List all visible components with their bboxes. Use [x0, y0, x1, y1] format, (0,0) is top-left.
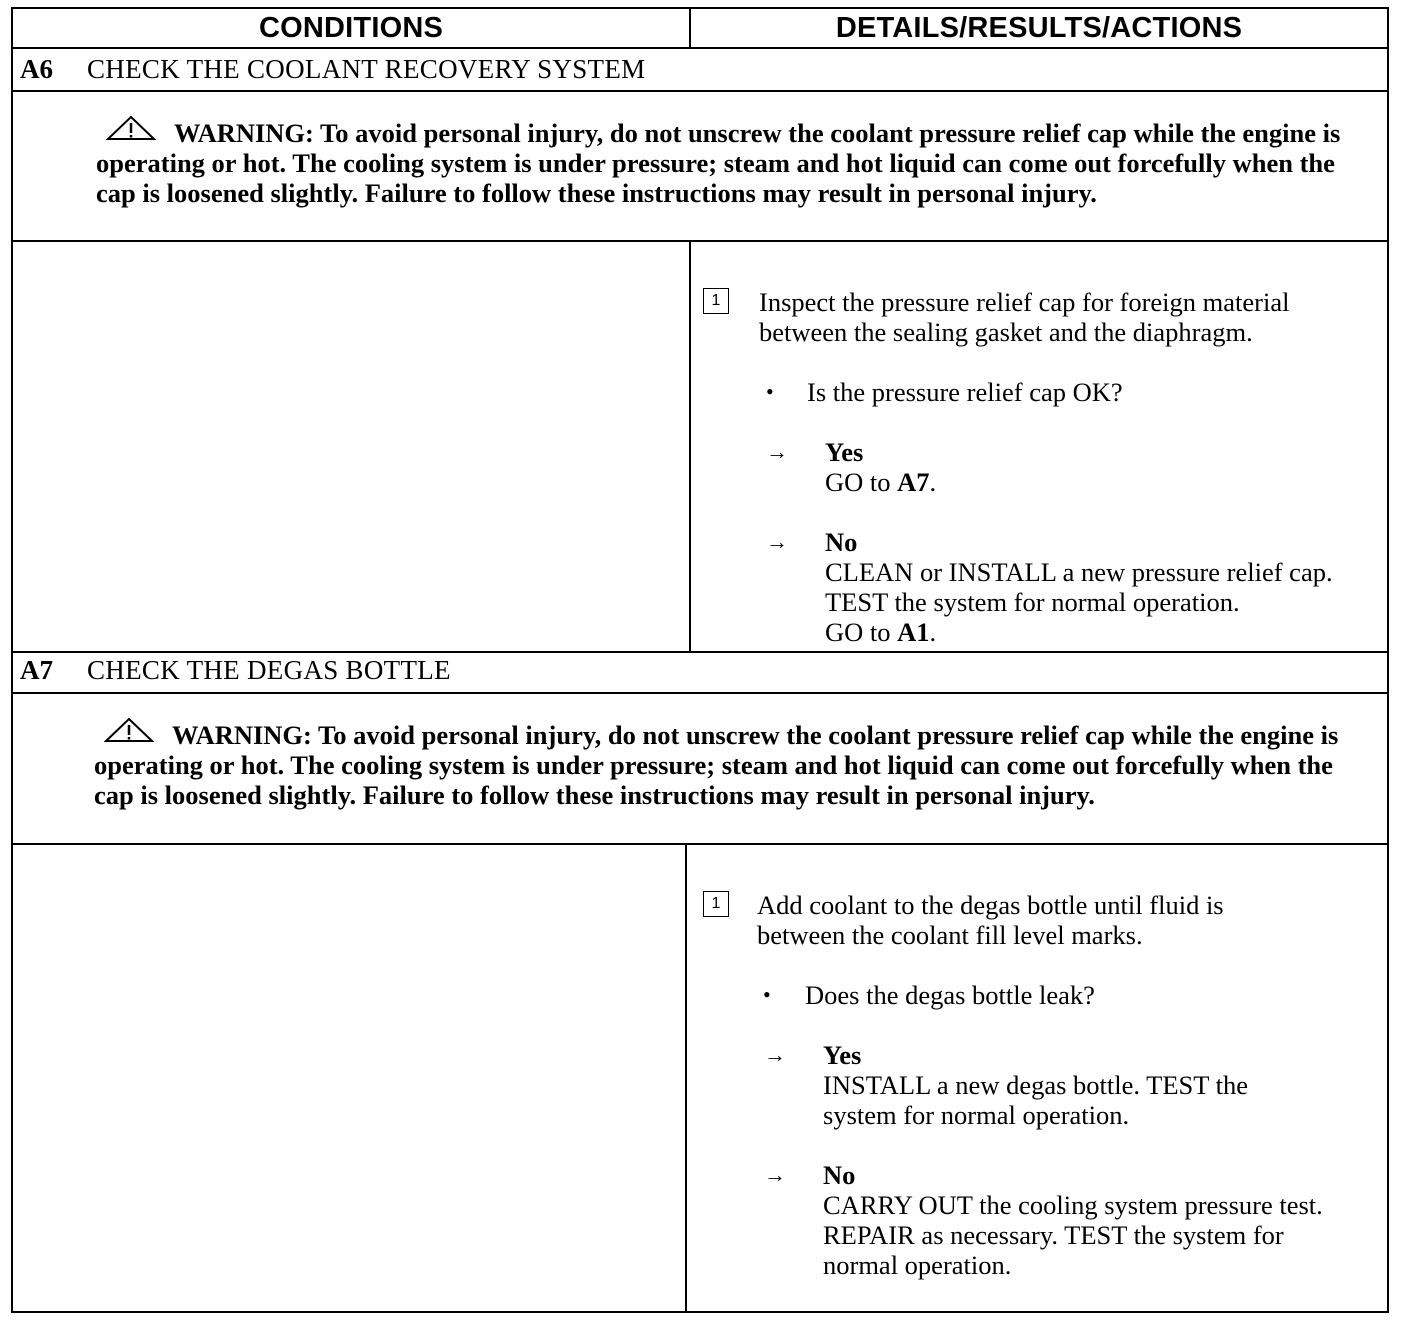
a6-title-rule — [11, 90, 1389, 92]
arrow-right-icon: → — [764, 1042, 786, 1067]
step-number-box: 1 — [703, 288, 729, 314]
yes-ref-link[interactable]: A7 — [897, 467, 930, 497]
warning-block — [96, 116, 1356, 208]
yes-label: Yes — [825, 437, 864, 467]
section-title: CHECK THE COOLANT RECOVERY SYSTEM — [87, 54, 646, 84]
section-id: A6 — [20, 54, 53, 84]
a6-column-divider — [689, 240, 691, 652]
bullet-icon: • — [766, 379, 774, 404]
step-instruction: Inspect the pressure relief cap for foreign material between the sealing gasket and the diaphragm. — [759, 287, 1290, 347]
bullet-icon: • — [763, 982, 771, 1007]
question-text: Is the pressure relief cap OK? — [807, 377, 1123, 407]
details-header: DETAILS/RESULTS/ACTIONS — [835, 12, 1243, 44]
no-action: CLEAN or INSTALL a new pressure relief cap. TEST the system for normal operation. — [825, 557, 1333, 617]
step-number-box: 1 — [703, 891, 729, 917]
yes-label: Yes — [823, 1040, 862, 1070]
warning-label: WARNING: — [174, 118, 314, 148]
a7-warning-rule — [11, 843, 1389, 845]
step-instruction: Add coolant to the degas bottle until fluid is between the coolant fill level marks. — [757, 890, 1224, 950]
arrow-right-icon: → — [766, 529, 788, 554]
section-title: CHECK THE DEGAS BOTTLE — [87, 655, 451, 685]
conditions-header: CONDITIONS — [258, 12, 444, 44]
warning-triangle-icon — [106, 116, 156, 140]
warning-text: To avoid personal injury, do not unscrew the coolant pressure relief cap while the engine is operating or hot. The cooling system is under pressure; steam and hot liquid can come out forcefully when the cap is loosened slightly. Failure to follow these instructions may result in personal injury. — [94, 720, 1339, 810]
arrow-right-icon: → — [764, 1162, 786, 1187]
section-id: A7 — [20, 655, 53, 685]
yes-action: INSTALL a new degas bottle. TEST the system for normal operation. — [823, 1070, 1248, 1130]
a7-column-divider — [685, 843, 687, 1313]
no-label: No — [823, 1160, 856, 1190]
no-action: CARRY OUT the cooling system pressure test. REPAIR as necessary. TEST the system for normal operation. — [823, 1190, 1323, 1280]
no-goto: GO to A1. — [825, 617, 937, 647]
warning-block — [94, 718, 1354, 810]
no-label: No — [825, 527, 858, 557]
warning-triangle-icon — [104, 718, 154, 742]
yes-action: GO to A7. — [825, 467, 937, 497]
a7-title-rule — [11, 692, 1389, 694]
a6-warning-rule — [11, 240, 1389, 242]
no-ref-link[interactable]: A1 — [897, 617, 930, 647]
header-rule — [11, 47, 1389, 49]
warning-text: To avoid personal injury, do not unscrew the coolant pressure relief cap while the engine is operating or hot. The cooling system is under pressure; steam and hot liquid can come out forcefully when the cap is loosened slightly. Failure to follow these instructions may result in personal injury. — [96, 118, 1341, 208]
question-text: Does the degas bottle leak? — [805, 980, 1095, 1010]
arrow-right-icon: → — [766, 439, 788, 464]
a7-top-rule — [11, 651, 1389, 653]
warning-label: WARNING: — [172, 720, 312, 750]
